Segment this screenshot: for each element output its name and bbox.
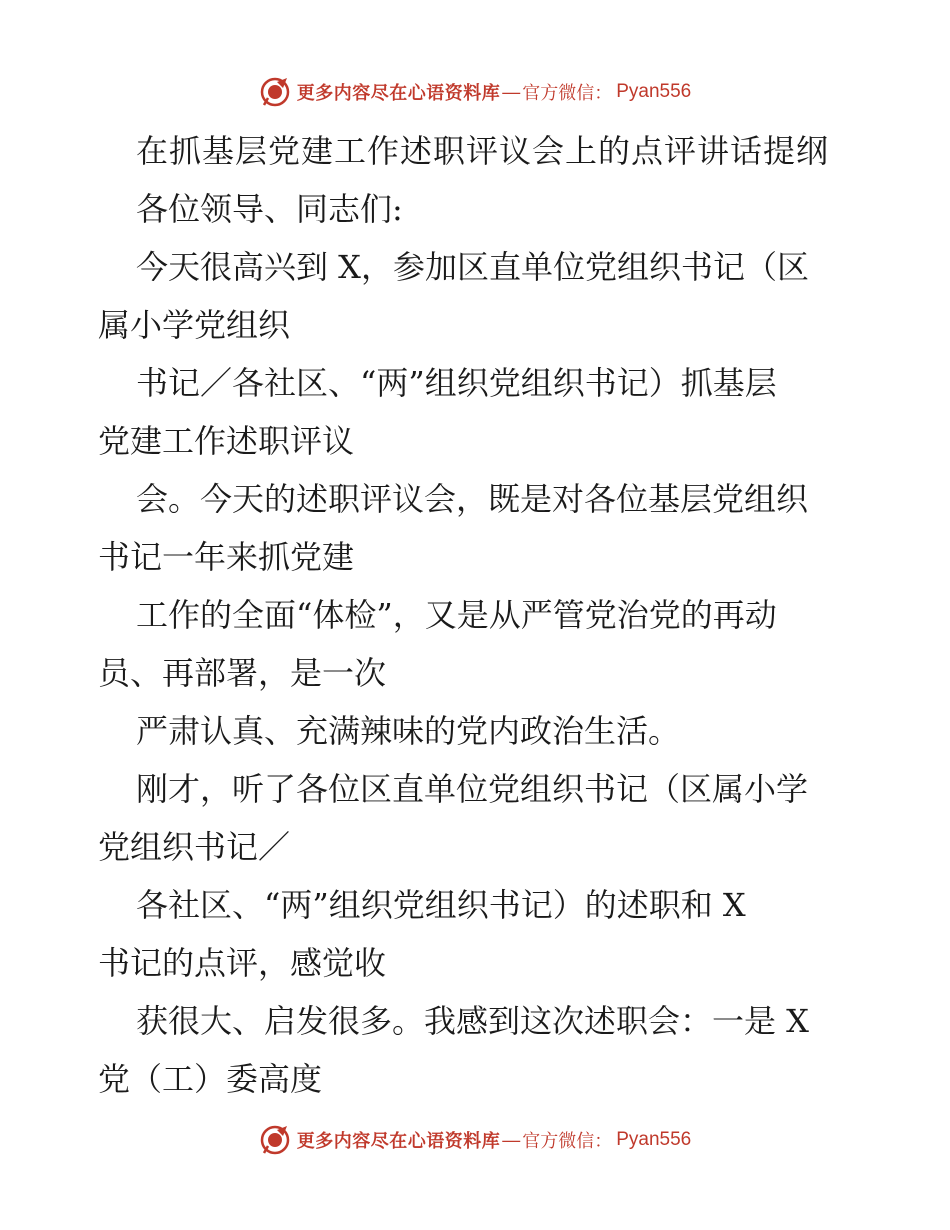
paragraph-line: 书记的点评，感觉收 bbox=[98, 944, 387, 982]
salutation: 各位领导、同志们: bbox=[136, 190, 403, 228]
paragraph-line: 党建工作述职评议 bbox=[98, 422, 355, 460]
watermark-separator: — bbox=[502, 81, 521, 102]
paragraph-line: 严肃认真、充满辣味的党内政治生活。 bbox=[136, 712, 681, 750]
paragraph-line: 各社区、“两”组织党组织书记）的述职和 X bbox=[136, 886, 746, 924]
watermark-text: 更多内容尽在心语资料库 bbox=[296, 1131, 501, 1152]
paragraph-line: 今天很高兴到 X，参加区直单位党组织书记（区 bbox=[136, 248, 809, 286]
brand-logo-icon bbox=[259, 76, 291, 108]
paragraph-line: 属小学党组织 bbox=[98, 306, 291, 344]
wechat-label: 官方微信： bbox=[522, 1131, 613, 1152]
document-title: 在抓基层党建工作述职评议会上的点评讲话提纲 bbox=[136, 132, 830, 170]
document-body bbox=[98, 122, 858, 1108]
paragraph-line: 员、再部署，是一次 bbox=[98, 654, 387, 692]
paragraph-line: 获很大、启发很多。我感到这次述职会：一是 X bbox=[136, 1002, 809, 1040]
paragraph-line: 书记／各社区、“两”组织党组织书记）抓基层 bbox=[136, 364, 777, 402]
wechat-label: 官方微信： bbox=[522, 83, 613, 104]
paragraph-line: 工作的全面“体检”，又是从严管党治党的再动 bbox=[136, 596, 777, 634]
wechat-id: Pyan556 bbox=[616, 1129, 692, 1150]
watermark-separator: — bbox=[502, 1129, 521, 1150]
brand-logo-icon bbox=[259, 1124, 291, 1156]
footer-watermark bbox=[0, 1120, 950, 1160]
paragraph-line: 党组织书记／ bbox=[98, 828, 291, 866]
paragraph-line: 书记一年来抓党建 bbox=[98, 538, 355, 576]
paragraph-line: 会。今天的述职评议会，既是对各位基层党组织 bbox=[136, 480, 809, 518]
watermark-text: 更多内容尽在心语资料库 bbox=[296, 83, 501, 104]
paragraph-line: 党（工）委高度 bbox=[98, 1060, 323, 1098]
paragraph-line: 刚才，听了各位区直单位党组织书记（区属小学 bbox=[136, 770, 809, 808]
wechat-id: Pyan556 bbox=[616, 81, 692, 102]
header-watermark bbox=[0, 72, 950, 112]
